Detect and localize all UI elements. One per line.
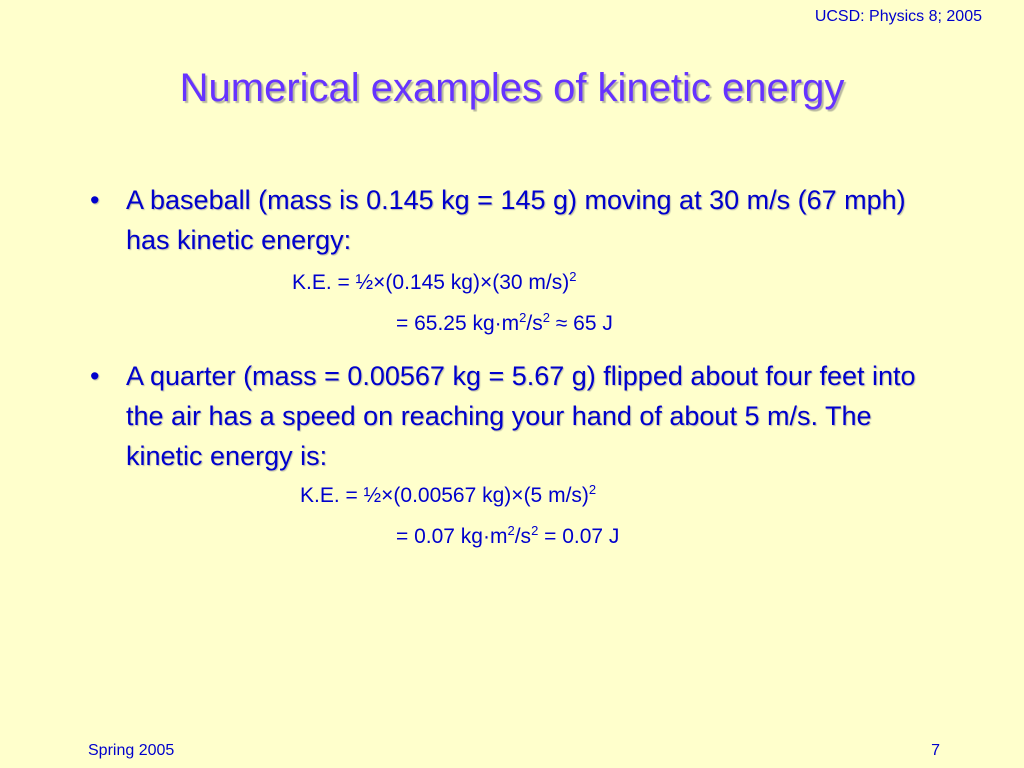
equation-quarter-line1 bbox=[300, 484, 596, 508]
course-header: UCSD: Physics 8; 2005 bbox=[814, 8, 982, 25]
equation-text: ≈ 65 J bbox=[549, 312, 613, 335]
bullet-text: A baseball (mass is 0.145 kg = 145 g) moving at 30 m/s (67 mph) has kinetic energy: bbox=[126, 185, 906, 255]
equation-text: = 65.25 kg·m bbox=[396, 312, 520, 335]
equation-text: K.E. = ½×(0.00567 kg)×(5 m/s) bbox=[300, 484, 589, 507]
bullet-baseball bbox=[88, 180, 948, 260]
equation-text: K.E. = ½×(0.145 kg)×(30 m/s) bbox=[292, 271, 570, 294]
bullet-marker: • bbox=[90, 185, 100, 215]
equation-text: /s bbox=[514, 525, 532, 548]
footer-date: Spring 2005 bbox=[88, 742, 175, 759]
bullet-quarter bbox=[88, 356, 948, 476]
equation-text: = 0.07 J bbox=[538, 525, 620, 548]
equation-text: = 0.07 kg·m bbox=[396, 525, 508, 548]
equation-baseball-line1 bbox=[292, 271, 576, 295]
page-number: 7 bbox=[931, 742, 940, 759]
equation-quarter-line2 bbox=[396, 525, 619, 549]
equation-exponent: 2 bbox=[569, 269, 577, 284]
equation-exponent: 2 bbox=[542, 310, 550, 325]
equation-exponent: 2 bbox=[507, 523, 515, 538]
bullet-marker: • bbox=[90, 361, 100, 391]
equation-text: /s bbox=[526, 312, 543, 335]
bullet-text: A quarter (mass = 0.00567 kg = 5.67 g) flipped about four feet into the air has a speed on reaching your hand of about 5 m/s. The kinetic energy is: bbox=[126, 361, 916, 471]
equation-exponent: 2 bbox=[531, 523, 539, 538]
equation-baseball-line2 bbox=[396, 312, 613, 336]
equation-exponent: 2 bbox=[519, 310, 527, 325]
slide-title: Numerical examples of kinetic energy bbox=[179, 66, 845, 110]
equation-exponent: 2 bbox=[588, 482, 597, 497]
